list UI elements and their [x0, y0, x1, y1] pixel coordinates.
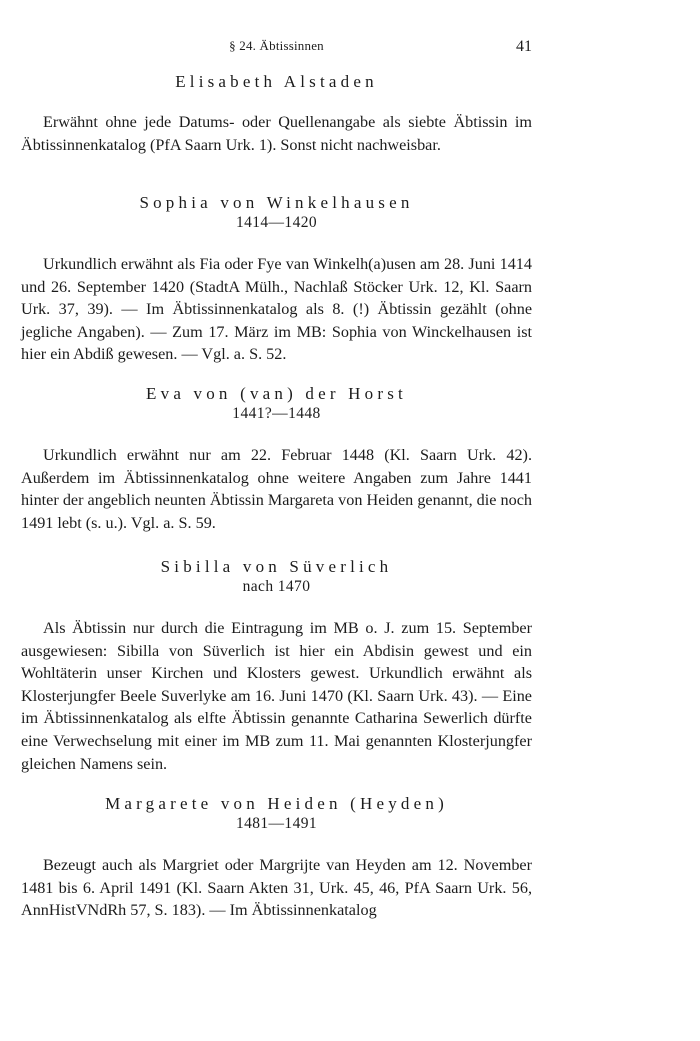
entry-text: Erwähnt ohne jede Datums- oder Quellenangabe als siebte Äbtissin im Äbtissinnenkatalog (PfA Saarn Urk. 1). Sonst nicht nachweisbar.	[21, 113, 532, 154]
entry-sophia-von-winkelhausen	[21, 193, 532, 366]
entry-dates: nach 1470	[242, 578, 311, 595]
entry-sibilla-von-suverlich	[21, 557, 532, 775]
entry-eva-von-der-horst	[21, 384, 532, 534]
entry-title: Elisabeth Alstaden	[175, 72, 378, 91]
entry-dates: 1414—1420	[235, 214, 318, 231]
running-head: § 24. Äbtissinnen	[229, 38, 324, 53]
entry-dates: 1441?—1448	[232, 405, 321, 422]
entry-text: Urkundlich erwähnt nur am 22. Februar 1448 (Kl. Saarn Urk. 42). Außerdem im Äbtissinnenkatalog ohne weitere Angaben zum Jahre 1441 hinter der angeblich neunten Äbtissin Margareta von Heiden genannt, die noch 1491 lebt (s. u.). Vgl. a. S. 59.	[21, 446, 532, 532]
page-header	[21, 38, 532, 58]
entry-title: Sophia von Winkelhausen	[139, 193, 414, 212]
page-number: 41	[516, 38, 532, 55]
entry-text: Urkundlich erwähnt als Fia oder Fye van Winkelh(a)usen am 28. Juni 1414 und 26. September 1420 (StadtA Mülh., Nachlaß Stöcker Urk. 12, Kl. Saarn Urk. 37, 39). — Im Äbtissinnenkatalog als 8. (!) Äbtissin gezählt (ohne jegliche Angaben). — Zum 17. März im MB: Sophia von Winckelhausen ist hier ein Abdiß gewesen. — Vgl. a. S. 52.	[21, 255, 532, 364]
entry-dates: 1481—1491	[235, 815, 318, 832]
entry-text: Als Äbtissin nur durch die Eintragung im MB o. J. zum 15. September ausgewiesen: Sibilla von Süverlich ist hier ein Abdisin gewest und ein Wohltäterin unser Kirchen und Klosters gewest. Urkundlich erwähnt als Klosterjungfer Beele Suverlyke am 16. Juni 1470 (Kl. Saarn Urk. 43). — Eine im Äbtissinnenkatalog als elfte Äbtissin genannte Catharina Sewerlich dürfte eine Verwechselung mit einer im MB zum 11. Mai genannten Klosterjungfer gleichen Namens sein.	[21, 619, 532, 773]
entry-margarete-von-heiden	[21, 794, 532, 922]
entry-elisabeth-alstaden	[21, 72, 532, 156]
entry-title: Margarete von Heiden (Heyden)	[105, 794, 448, 813]
entry-title: Eva von (van) der Horst	[146, 384, 407, 403]
entry-title: Sibilla von Süverlich	[160, 557, 393, 576]
entry-text: Bezeugt auch als Margriet oder Margrijte van Heyden am 12. November 1481 bis 6. April 1491 (Kl. Saarn Akten 31, Urk. 45, 46, PfA Saarn Urk. 56, AnnHistVNdRh 57, S. 183). — Im Äbtissinnenkatalog	[21, 856, 532, 920]
